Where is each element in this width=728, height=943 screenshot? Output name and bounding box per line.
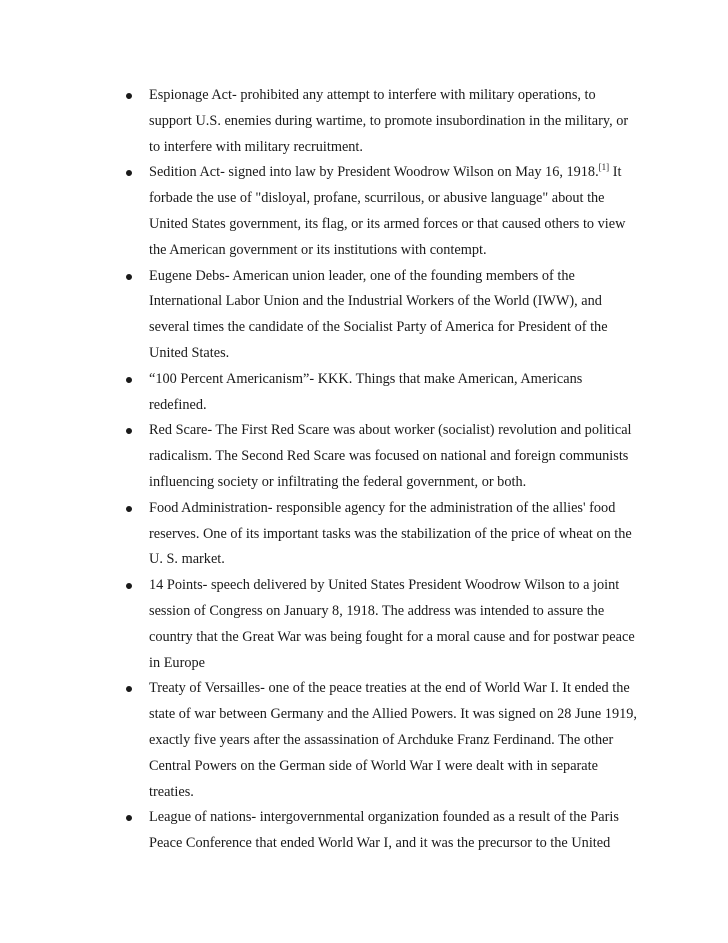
list-item-text: League of nations- intergovernmental organization founded as a result of the Paris Peace Conference that ended World War I, and it was the precursor to the United (149, 809, 619, 852)
list-item-text: Eugene Debs- American union leader, one of the founding members of the International Labor Union and the Industrial Workers of the World (IWW), and several times the candidate of the Socialist Party of America for President of the United States. (149, 267, 608, 361)
list-item-text: Treaty of Versailles- one of the peace treaties at the end of World War I. It ended the state of war between Germany and the Allied Powers. It was signed on 28 June 1919, exactly five years after the assassination of Archduke Franz Ferdinand. The other Central Powers on the German side of World War I were dealt with in separate treaties. (149, 680, 637, 800)
list-item-text-wrapper (149, 160, 640, 263)
bullet-icon (126, 377, 132, 383)
list-item-text: Food Administration- responsible agency for the administration of the allies' food reserves. One of its important tasks was the stabilization of the price of wheat on the U. S. market. (149, 499, 632, 568)
list-item-text-continued: It forbade the use of "disloyal, profane, scurrilous, or abusive language" about the United States government, its flag, or its armed forces or that caused others to view the American government or its institutions with contempt. (149, 164, 626, 258)
bullet-icon (126, 815, 132, 821)
list-item-text: “100 Percent Americanism”- KKK. Things that make American, Americans redefined. (149, 370, 583, 413)
list-item-treaty-of-versailles (120, 676, 640, 805)
list-item-text: Red Scare- The First Red Scare was about worker (socialist) revolution and political radicalism. The Second Red Scare was focused on national and foreign communists influencing society or infiltrating the federal government, or both. (149, 422, 632, 490)
bullet-icon (126, 93, 132, 99)
footnote-reference: [1] (598, 162, 610, 173)
list-item-text: Sedition Act- signed into law by President Woodrow Wilson on May 16, 1918. (149, 164, 599, 181)
bullet-list (120, 83, 640, 857)
bullet-icon (126, 506, 132, 512)
list-item-text: 14 Points- speech delivered by United States President Woodrow Wilson to a joint session of Congress on January 8, 1918. The address was intended to assure the country that the Great War was being fought for a moral cause and for postwar peace in Europe (149, 577, 635, 671)
list-item-espionage-act (120, 83, 640, 160)
bullet-icon (126, 583, 132, 589)
list-item-text: Espionage Act- prohibited any attempt to interfere with military operations, to support U.S. enemies during wartime, to promote insubordination in the military, or to interfere with military recruitment. (149, 87, 629, 155)
list-item-100-percent-americanism (120, 367, 640, 419)
bullet-icon (126, 274, 132, 280)
list-item-red-scare (120, 418, 640, 495)
bullet-icon (126, 428, 132, 434)
bullet-icon (126, 686, 132, 692)
list-item-league-of-nations (120, 805, 640, 857)
list-item-14-points (120, 573, 640, 676)
bullet-icon (126, 170, 132, 176)
list-item-food-administration (120, 496, 640, 573)
list-item-eugene-debs (120, 264, 640, 367)
list-item-sedition-act (120, 160, 640, 263)
